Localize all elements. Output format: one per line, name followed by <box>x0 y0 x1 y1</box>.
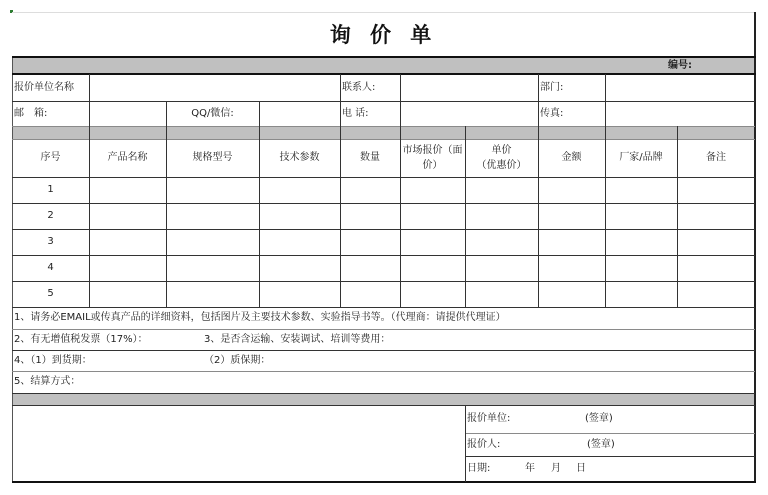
email-label-cell <box>12 101 89 126</box>
serial-number-cell[interactable] <box>605 57 755 74</box>
phone-label: 电 话: <box>342 107 369 119</box>
grid-line <box>12 481 756 483</box>
grid-line <box>12 371 755 372</box>
col-header-amount <box>538 139 605 177</box>
note-3[interactable] <box>202 329 755 350</box>
grid-line <box>12 12 755 13</box>
grid-line <box>754 12 756 482</box>
header-label: 备注 <box>706 152 726 163</box>
sign-person-seal: (签章) <box>587 438 615 450</box>
header-label-line2: 价） <box>422 159 443 171</box>
company-name-input[interactable] <box>89 74 340 101</box>
grid-line <box>89 74 90 307</box>
col-header-quantity <box>340 139 400 177</box>
col-header-index <box>12 139 89 177</box>
note-4-warranty[interactable] <box>202 350 755 371</box>
contact-label-cell <box>340 74 400 101</box>
col-header-tech-params <box>259 139 340 177</box>
contact-label: 联系人: <box>342 81 376 93</box>
col-header-brand <box>605 139 677 177</box>
title-cell[interactable] <box>12 12 755 57</box>
email-label: 邮 箱: <box>14 107 48 119</box>
sign-person-row[interactable] <box>465 433 755 456</box>
grid-line <box>259 101 260 307</box>
separator-band <box>12 126 755 139</box>
col-header-product-name <box>89 139 166 177</box>
sign-company-seal: (签章) <box>585 413 613 424</box>
grid-line <box>12 56 756 58</box>
grid-line <box>465 405 466 482</box>
col-header-unit-price <box>465 139 538 177</box>
note-1-text: 1、请务必EMAIL或传真产品的详细资料，包括图片及主要技术参数、实验指导书等。（代理商：请提供代理证） <box>14 312 506 323</box>
grid-line <box>12 101 755 102</box>
grid-line <box>12 126 755 127</box>
page-title: 询 价 单 <box>329 22 438 47</box>
grid-line <box>400 74 401 307</box>
email-input[interactable] <box>89 101 166 126</box>
row-number: 3 <box>47 236 54 247</box>
header-label: 序号 <box>40 152 61 163</box>
col-header-model <box>166 139 259 177</box>
note-4-delivery[interactable] <box>12 350 202 371</box>
grid-line <box>340 74 341 307</box>
grid-line <box>12 177 755 178</box>
note-4b-text: （2）质保期： <box>204 354 271 366</box>
grid-line <box>465 126 466 307</box>
header-label: 技术参数 <box>279 152 320 163</box>
grid-line <box>12 350 755 351</box>
grid-line <box>12 255 755 256</box>
header-label: 数量 <box>360 152 380 163</box>
table-row-index[interactable] <box>12 177 89 203</box>
serial-label: 编号: <box>668 59 692 71</box>
fax-label-cell <box>538 101 605 126</box>
dept-input[interactable] <box>605 74 755 101</box>
grid-line <box>605 74 606 307</box>
grid-line <box>465 433 755 434</box>
grid-line <box>12 281 755 282</box>
header-label: 规格型号 <box>192 152 233 163</box>
grid-line <box>12 57 13 482</box>
qq-wechat-label: QQ/微信: <box>191 107 234 119</box>
header-label-line1: 市场报价（面 <box>402 144 463 156</box>
sign-company-row[interactable] <box>465 405 755 433</box>
note-3-text: 3、是否含运输、安装调试、培训等费用： <box>204 333 391 345</box>
note-2-text: 2、有无增值税发票（17%）： <box>14 333 148 345</box>
grid-line <box>538 74 539 307</box>
grid-line <box>12 393 755 394</box>
grid-line <box>12 203 755 204</box>
product-table-body-cells[interactable] <box>89 177 755 307</box>
note-5-text: 5、结算方式： <box>14 376 81 387</box>
dept-label-cell <box>538 74 605 101</box>
fax-label: 传真: <box>540 107 564 119</box>
col-header-remarks <box>677 139 755 177</box>
table-row-index[interactable] <box>12 203 89 229</box>
signature-blank-area[interactable] <box>12 405 465 482</box>
row-number: 5 <box>47 288 54 299</box>
grid-line <box>465 456 755 457</box>
company-name-label: 报价单位名称 <box>14 81 74 93</box>
note-2[interactable] <box>12 329 202 350</box>
grid-line <box>12 139 755 140</box>
grid-line <box>12 73 756 75</box>
dept-label: 部门: <box>540 81 564 93</box>
header-label-line1: 单价 <box>491 144 512 156</box>
col-header-market-price <box>400 139 465 177</box>
grid-line <box>12 307 755 308</box>
sign-person-label: 报价人: <box>467 438 501 450</box>
qq-wechat-input[interactable] <box>259 101 340 126</box>
grid-line <box>166 101 167 307</box>
row-number: 2 <box>47 210 54 221</box>
grid-line <box>12 405 755 406</box>
table-row-index[interactable] <box>12 255 89 281</box>
grid-line <box>677 126 678 307</box>
row-number: 1 <box>47 184 54 195</box>
sign-date-row[interactable] <box>465 456 755 482</box>
note-4a-text: 4、（1）到货期： <box>14 354 92 366</box>
phone-label-cell <box>340 101 400 126</box>
row-number: 4 <box>47 262 54 273</box>
sign-company-label: 报价单位: <box>467 413 511 424</box>
header-label: 金额 <box>561 152 582 163</box>
contact-input[interactable] <box>400 74 538 101</box>
header-label: 产品名称 <box>107 152 148 163</box>
phone-input[interactable] <box>400 101 538 126</box>
grid-line <box>12 229 755 230</box>
header-label: 厂家/品牌 <box>619 152 663 163</box>
quotation-form <box>12 12 755 482</box>
table-row-index[interactable] <box>12 229 89 255</box>
sign-date-day: 日 <box>576 463 586 474</box>
qq-label-cell <box>166 101 259 126</box>
grid-line <box>12 329 755 330</box>
header-label-line2: （优惠价） <box>476 159 527 171</box>
fax-input[interactable] <box>605 101 755 126</box>
note-1[interactable] <box>12 307 755 329</box>
note-5[interactable] <box>12 371 755 393</box>
sign-date-month: 月 <box>551 463 561 474</box>
sign-date-label: 日期: <box>467 463 491 474</box>
footer-separator-band <box>12 393 755 405</box>
sign-date-year: 年 <box>525 463 535 474</box>
table-row-index[interactable] <box>12 281 89 307</box>
company-label-cell <box>12 74 89 101</box>
